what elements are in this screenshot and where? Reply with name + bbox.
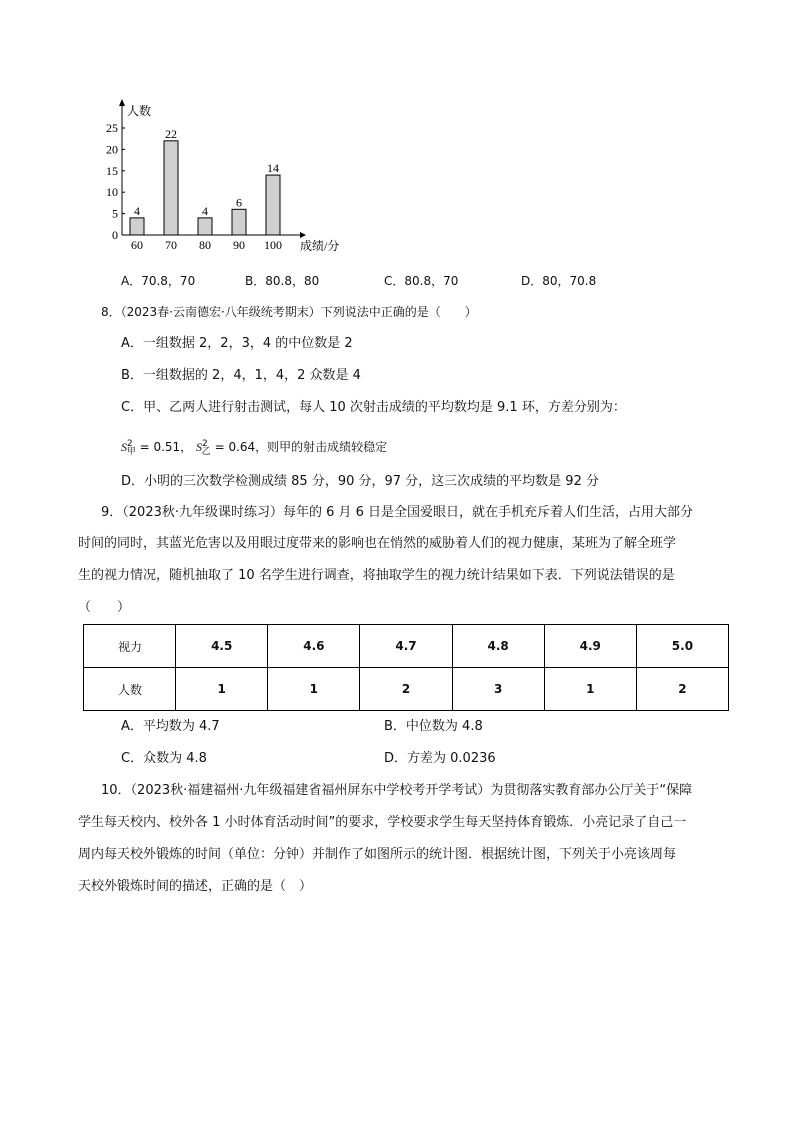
x-axis-arrow (300, 232, 306, 238)
table-row-label: 人数 (84, 668, 176, 711)
q7-option-a[interactable]: A．70.8，70 (121, 274, 196, 288)
bar (198, 218, 212, 235)
y-axis-label: 人数 (127, 104, 152, 118)
table-cell: 1 (176, 668, 268, 711)
y-tick-label: 15 (106, 163, 118, 178)
table-cell: 4.6 (268, 625, 360, 668)
x-tick-label: 70 (165, 238, 177, 252)
q7-option-d[interactable]: D．80，70.8 (521, 274, 597, 288)
bar (232, 209, 246, 235)
table-cell: 4.7 (360, 625, 452, 668)
bar-value-label: 4 (134, 203, 140, 218)
q9-option-b[interactable]: B．中位数为 4.8 (384, 719, 483, 734)
bar-value-label: 14 (267, 161, 279, 176)
vision-table (83, 624, 729, 711)
y-axis-arrow (119, 99, 125, 106)
x-tick-label: 100 (264, 238, 282, 252)
q10-line-2: 学生每天校内、校外各 1 小时体育活动时间”的要求，学校要求学生每天坚持体育锻炼．小亮记录了自己一 (78, 815, 687, 830)
table-cell: 1 (268, 668, 360, 711)
bar (266, 175, 280, 235)
q8-option-d[interactable]: D．小明的三次数学检测成绩 85 分，90 分，97 分，这三次成绩的平均数是 92 分 (121, 474, 599, 489)
bar (164, 141, 178, 235)
q7-option-c[interactable]: C．80.8，70 (384, 274, 459, 288)
table-cell: 2 (360, 668, 452, 711)
q10-line-3: 周内每天校外锻炼的时间（单位：分钟）并制作了如图所示的统计图．根据统计图，下列关于小亮该周每 (78, 847, 677, 862)
bar-value-label: 4 (202, 203, 208, 218)
y-tick-label: 5 (112, 206, 118, 221)
y-tick-label: 10 (106, 185, 118, 200)
bar-value-label: 22 (165, 126, 177, 141)
table-cell: 1 (544, 668, 636, 711)
x-tick-label: 80 (199, 238, 211, 252)
table-cell: 4.9 (544, 625, 636, 668)
table-cell: 5.0 (636, 625, 728, 668)
y-tick-label: 25 (106, 121, 118, 135)
score-bar-chart (100, 96, 360, 256)
bar (130, 218, 144, 235)
q8-option-c[interactable]: C．甲、乙两人进行射击测试，每人 10 次射击成绩的平均数均是 9.1 环，方差分别为： (121, 400, 626, 415)
q8-option-b[interactable]: B．一组数据的 2，4，1，4，2 众数是 4 (121, 368, 361, 383)
bar-value-label: 6 (236, 195, 242, 210)
q9-option-d[interactable]: D．方差为 0.0236 (384, 751, 496, 766)
table-cell: 2 (636, 668, 728, 711)
table-cell: 4.8 (452, 625, 544, 668)
x-tick-label: 60 (131, 238, 143, 252)
table-cell: 3 (452, 668, 544, 711)
table-row-label: 视力 (84, 625, 176, 668)
y-tick-label: 20 (106, 142, 118, 157)
q8-stem: 8．（2023春·云南德宏·八年级统考期末）下列说法中正确的是（ ） (101, 305, 477, 319)
q7-option-b[interactable]: B．80.8，80 (245, 274, 320, 288)
q9-line-2: 时间的同时，其蓝光危害以及用眼过度带来的影响也在悄然的威胁着人们的视力健康，某班为了解全班学 (78, 536, 677, 551)
q10-line-1: 10．（2023秋·福建福州·九年级福建省福州屏东中学校考开学考试）为贯彻落实教育部办公厅关于“保障 (101, 783, 693, 798)
q9-option-a[interactable]: A．平均数为 4.7 (121, 719, 220, 734)
q8-option-c-variances: $S^2_甲 = 0.51$， $S^2_乙 = 0.64$，则甲的射击成绩较稳定 (121, 439, 388, 458)
q9-line-1: 9．（2023秋·九年级课时练习）每年的 6 月 6 日是全国爱眼日，就在手机充斥着人们生活，占用大部分 (101, 505, 694, 520)
table-row (84, 625, 729, 668)
table-cell: 4.5 (176, 625, 268, 668)
y-tick-label: 0 (112, 228, 118, 242)
x-tick-label: 90 (233, 238, 245, 252)
table-row (84, 668, 729, 711)
q9-line-3: 生的视力情况，随机抽取了 10 名学生进行调查，将抽取学生的视力统计结果如下表．下列说法错误的是 (78, 568, 675, 583)
q9-line-4: （ ） (78, 600, 131, 615)
q10-line-4: 天校外锻炼时间的描述，正确的是（ ） (78, 879, 313, 894)
x-axis-label: 成绩/分 (300, 239, 340, 253)
q8-option-a[interactable]: A．一组数据 2，2，3，4 的中位数是 2 (121, 336, 353, 351)
q9-option-c[interactable]: C．众数为 4.8 (121, 751, 207, 766)
